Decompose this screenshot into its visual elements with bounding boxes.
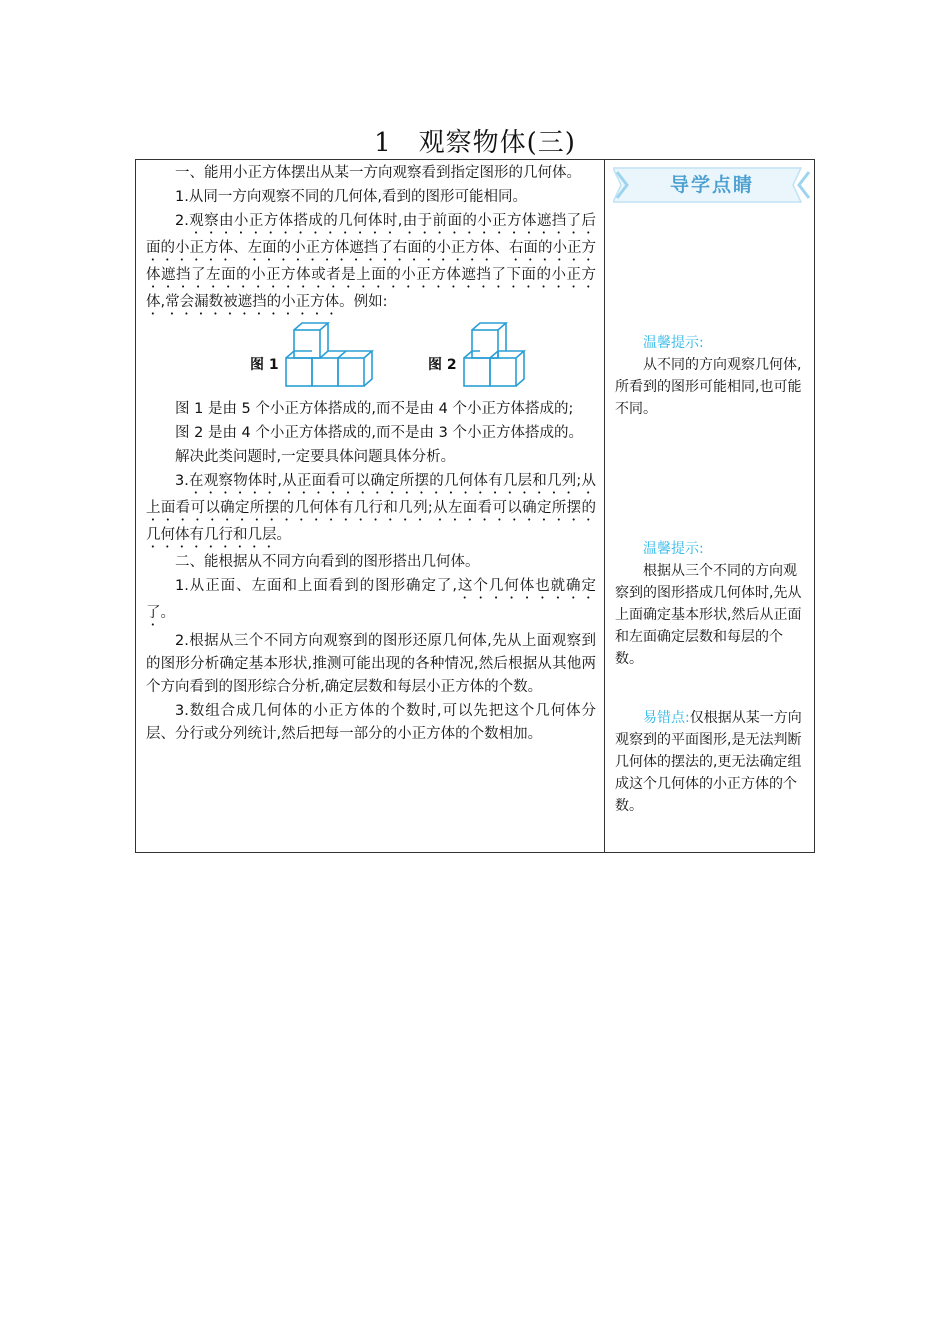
figure-2-cubes xyxy=(460,322,550,392)
emphasis-text: 在观察物体时,从正面看可以确定所摆的几何体有几层和几列;从上面看可以确定所摆的几何体有几行和几列;从左面看可以确定所摆的几何体有几行和几层 xyxy=(146,473,596,543)
emphasis-text: 观察由小正方体搭成的几何体时,由于前面的小正方体遮挡了后面的小正方体、左面的小正方体遮挡了右面的小正方体、右面的小正方体遮挡了左面的小正方体或者是上面的小正方体遮挡了下面的小正方体,常会漏数被遮挡的小正方体 xyxy=(146,213,596,310)
guide-banner xyxy=(613,166,811,204)
main-column xyxy=(136,160,605,852)
figure-1-label: 图 1 xyxy=(250,357,279,373)
analysis-note: 解决此类问题时,一定要具体问题具体分析。 xyxy=(175,449,456,465)
banner-title: 导学点睛 xyxy=(669,174,754,196)
point-1-2: 2.观察由小正方体搭成的几何体时,由于前面的小正方体遮挡了后面的小正方体、左面的小正方体遮挡了右面的小正方体、右面的小正方体遮挡了左面的小正方体或者是上面的小正方体遮挡了下面的小正方体,常会漏数被遮挡的小正方体。例如: xyxy=(146,213,596,310)
point-1-3: 3.在观察物体时,从正面看可以确定所摆的几何体有几层和几列;从上面看可以确定所摆的几何体有几行和几列;从左面看可以确定所摆的几何体有几行和几层。 xyxy=(146,473,596,543)
point-2-1: 1.从正面、左面和上面看到的图形确定了,这个几何体也就确定了。 xyxy=(146,578,596,621)
emphasis-text: 这个几何体也就确定了 xyxy=(146,578,596,621)
tip-1-text: 从不同的方向观察几何体,所看到的图形可能相同,也可能不同。 xyxy=(615,357,802,417)
tip-2-heading: 温馨提示: xyxy=(643,541,704,557)
sidebar-column xyxy=(605,160,814,852)
tip-3 xyxy=(615,707,807,817)
tip-3-heading: 易错点: xyxy=(643,710,690,726)
cube-figures xyxy=(146,322,596,392)
section-two-heading: 二、能根据从不同方向看到的图形搭出几何体。 xyxy=(175,554,480,570)
figure-2-label: 图 2 xyxy=(428,357,457,373)
point-1-1: 1.从同一方向观察不同的几何体,看到的图形可能相同。 xyxy=(175,189,527,205)
figure-2-note: 图 2 是由 4 个小正方体搭成的,而不是由 3 个小正方体搭成的。 xyxy=(175,425,583,441)
tip-1-heading: 温馨提示: xyxy=(643,335,704,351)
page-title: 1 观察物体(三) xyxy=(374,128,576,158)
tip-1 xyxy=(615,332,807,420)
figure-1-cubes xyxy=(282,322,382,392)
section-one-heading: 一、能用小正方体摆出从某一方向观察看到指定图形的几何体。 xyxy=(175,165,581,181)
content-table xyxy=(135,159,815,853)
tip-2-text: 根据从三个不同的方向观察到的图形搭成几何体时,先从上面确定基本形状,然后从正面和左面确定层数和每层的个数。 xyxy=(615,563,802,667)
tip-2 xyxy=(615,538,807,670)
point-2-3: 3.数组合成几何体的小正方体的个数时,可以先把这个几何体分层、分行或分列统计,然后把每一部分的小正方体的个数相加。 xyxy=(146,703,596,742)
figure-1-note: 图 1 是由 5 个小正方体搭成的,而不是由 4 个小正方体搭成的; xyxy=(175,401,574,417)
point-2-2: 2.根据从三个不同方向观察到的图形还原几何体,先从上面观察到的图形分析确定基本形状,推测可能出现的各种情况,然后根据从其他两个方向看到的图形综合分析,确定层数和每层小正方体的个数。 xyxy=(146,633,596,695)
tip-3-text: 仅根据从某一方向观察到的平面图形,是无法判断几何体的摆法的,更无法确定组成这个几何体的小正方体的个数。 xyxy=(615,710,802,814)
